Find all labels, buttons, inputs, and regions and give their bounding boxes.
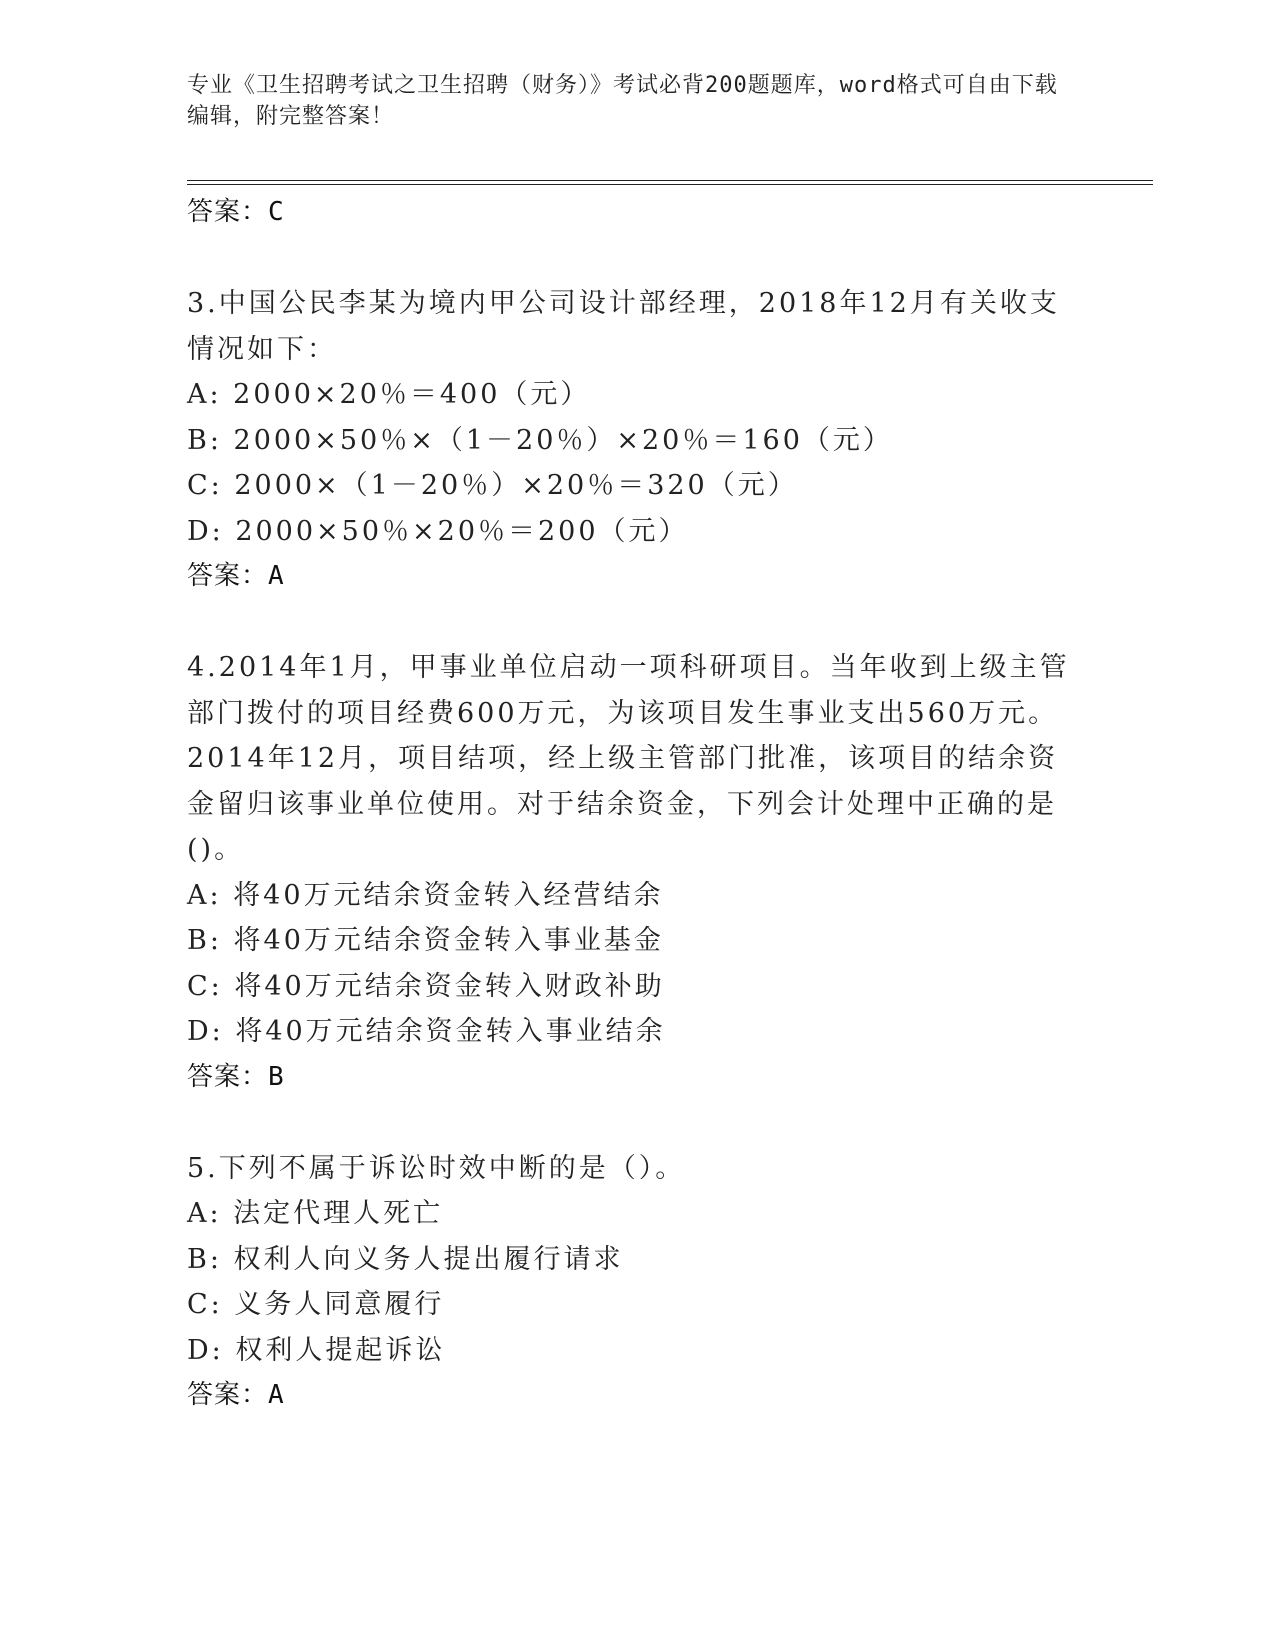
- option-d: D: 权利人提起诉讼: [187, 1334, 446, 1366]
- answer-line: 答案：A: [187, 561, 285, 591]
- option-a: A: 法定代理人死亡: [187, 1198, 444, 1229]
- answer-line: 答案：C: [187, 197, 285, 227]
- option-d: D: 将40万元结余资金转入事业结余: [187, 1016, 666, 1047]
- option-b: B: 权利人向义务人提出履行请求: [187, 1243, 624, 1275]
- option-a: A: 2000×20％＝400（元）: [187, 379, 591, 410]
- option-b: B: 将40万元结余资金转入事业基金: [187, 925, 664, 956]
- option-c: C: 义务人同意履行: [187, 1289, 445, 1320]
- option-d: D: 2000×50％×20％＝200（元）: [187, 515, 689, 547]
- header-rule-top: [187, 180, 1153, 181]
- question-item: [187, 645, 1087, 1100]
- question-item: [187, 1146, 1087, 1419]
- document-header: 专业《卫生招聘考试之卫生招聘（财务）》考试必背200题题库，word格式可自由下载编辑，附完整答案！: [187, 73, 1058, 129]
- header-rule-bottom: [187, 184, 1153, 185]
- option-b: B: 2000×50％×（1－20％）×20％＝160（元）: [187, 424, 893, 456]
- question-item: [187, 281, 1087, 599]
- option-c: C: 2000×（1－20％）×20％＝320（元）: [187, 470, 798, 501]
- question-stem: 3.中国公民李某为境内甲公司设计部经理，2018年12月有关收支情况如下：: [187, 288, 1060, 365]
- option-c: C: 将40万元结余资金转入财政补助: [187, 970, 665, 1002]
- answer-line: 答案：B: [187, 1061, 285, 1092]
- question-stem: 5.下列不属于诉讼时效中断的是（）。: [187, 1152, 686, 1184]
- option-a: A: 将40万元结余资金转入经营结余: [187, 879, 664, 911]
- question-stem: 4.2014年1月，甲事业单位启动一项科研项目。当年收到上级主管部门拨付的项目经费600万元，为该项目发生事业支出560万元。2014年12月，项目结项，经上级主管部门批准，该项目的结余资金留归该事业单位使用。对于结余资金，下列会计处理中正确的是()。: [187, 652, 1070, 865]
- question-list: [187, 190, 1087, 1418]
- answer-line: 答案：A: [187, 1380, 285, 1410]
